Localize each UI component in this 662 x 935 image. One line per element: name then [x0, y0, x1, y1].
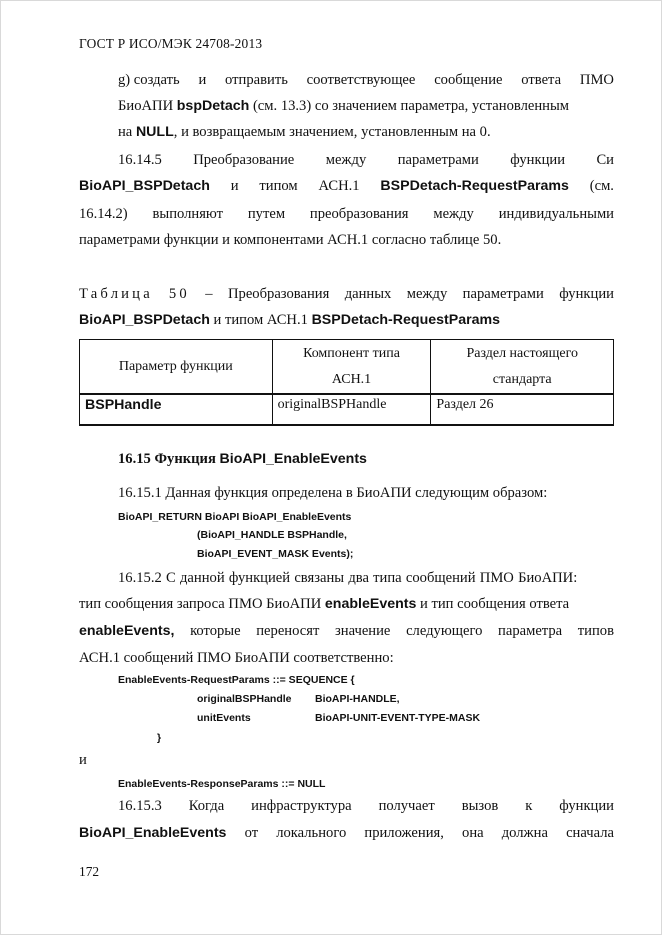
para-16-15-2-line-2: [79, 596, 569, 613]
text: и типом АСН.1: [209, 312, 312, 328]
word: АСН.1: [318, 178, 360, 194]
word: сообщение: [434, 72, 503, 88]
text: , и возвращаемым значением, установленным на 0.: [173, 124, 491, 140]
header-line: Компонент типа: [303, 345, 400, 361]
conjunction-and: и: [79, 752, 87, 768]
word: от: [244, 825, 259, 841]
word: между: [325, 152, 367, 168]
word: значение: [335, 623, 391, 639]
header-line: стандарта: [492, 371, 552, 387]
word: соответствующее: [306, 72, 416, 88]
para-16-14-5-line-1: [118, 152, 614, 169]
code-term: bspDetach: [176, 98, 250, 114]
code-line: originalBSPHandle: [197, 693, 292, 705]
col-header-component: [272, 340, 431, 395]
code-line: }: [157, 732, 162, 744]
word: которые: [190, 623, 241, 639]
table-word: Таблица: [79, 286, 153, 302]
word: функции: [559, 286, 614, 302]
word: типом: [259, 178, 298, 194]
code-line: (BioAPI_HANDLE BSPHandle,: [197, 529, 347, 541]
word: получает: [378, 798, 435, 814]
word: инфраструктура: [251, 798, 352, 814]
word: параметра: [498, 623, 563, 639]
code-term: BioAPI_BSPDetach: [79, 178, 210, 194]
cell-parameter: BSPHandle: [80, 394, 273, 425]
para-g-line-2: [118, 98, 569, 115]
code-term: BSPDetach-RequestParams: [380, 178, 569, 194]
para-16-15-1: 16.15.1 Данная функция определена в БиоАПИ следующим образом:: [118, 485, 548, 501]
word: отправить: [225, 72, 288, 88]
word: –: [205, 286, 213, 302]
code-line: EnableEvents-RequestParams ::= SEQUENCE {: [118, 674, 355, 686]
document-header: ГОСТ Р ИСО/МЭК 24708-2013: [79, 36, 263, 51]
word: вызов: [461, 798, 499, 814]
table-caption-line-2: [79, 312, 500, 329]
table-row: [80, 394, 614, 425]
text: БиоАПИ: [118, 98, 177, 114]
code-term: NULL: [135, 124, 174, 140]
cell-component: originalBSPHandle: [272, 394, 431, 425]
word: Преобразования: [227, 286, 330, 302]
word: параметрами: [462, 286, 544, 302]
para-16-14-5-line-2: [79, 178, 614, 195]
word: локального: [276, 825, 347, 841]
word: типов: [577, 623, 614, 639]
word: Когда: [188, 798, 225, 814]
text: тип сообщения запроса ПМО БиоАПИ: [79, 596, 325, 612]
clause-number: 16.15.3: [118, 798, 162, 814]
heading-text: 16.15 Функция: [118, 451, 220, 467]
para-16-15-2-line-1: 16.15.2 С данной функцией связаны два типа сообщений ПМО БиоАПИ:: [118, 570, 578, 586]
word: приложения,: [364, 825, 444, 841]
word: сначала: [566, 825, 614, 841]
word: и: [198, 72, 207, 88]
table-50: [79, 339, 614, 426]
word: путем: [247, 206, 286, 222]
para-16-14-5-line-3: [79, 206, 614, 223]
code-term: BioAPI_EnableEvents: [79, 825, 227, 841]
para-g-line-3: [118, 124, 491, 141]
cell-section: Раздел 26: [431, 394, 614, 425]
col-header-parameter: Параметр функции: [80, 340, 273, 395]
para-16-15-3-line-2: [79, 825, 614, 842]
table-header-row: [80, 340, 614, 395]
text: и тип сообщения ответа: [416, 596, 570, 612]
word: должна: [501, 825, 548, 841]
word: между: [433, 206, 474, 222]
word: функции: [559, 798, 614, 814]
code-line: BioAPI-HANDLE,: [315, 693, 400, 705]
text: (см. 13.3) со значением параметра, установленным: [249, 98, 569, 114]
code-line: BioAPI_RETURN BioAPI BioAPI_EnableEvents: [118, 511, 352, 523]
para-16-15-3-line-1: [118, 798, 614, 815]
text: на: [118, 124, 136, 140]
word: (см.: [589, 178, 614, 194]
code-term: BSPDetach-RequestParams: [311, 312, 501, 328]
word: данных: [344, 286, 392, 302]
word: ПМО: [579, 72, 614, 88]
code-line: BioAPI_EVENT_MASK Events);: [197, 548, 354, 560]
word: 16.14.2): [79, 206, 128, 222]
code-line: EnableEvents-ResponseParams ::= NULL: [118, 778, 326, 790]
word: выполняют: [152, 206, 224, 222]
word: индивидуальными: [498, 206, 614, 222]
word: Си: [596, 152, 614, 168]
word: переносят: [256, 623, 320, 639]
word: преобразования: [309, 206, 409, 222]
word: параметрами: [397, 152, 479, 168]
table-label: [79, 286, 190, 303]
word: следующего: [406, 623, 483, 639]
col-header-section: [431, 340, 614, 395]
code-line: BioAPI-UNIT-EVENT-TYPE-MASK: [315, 712, 481, 724]
section-heading-16-15: [118, 451, 367, 468]
table-number: 50: [168, 286, 190, 302]
word: к: [525, 798, 533, 814]
header-line: Раздел настоящего: [466, 345, 578, 361]
para-16-15-2-line-3: [79, 623, 614, 640]
word: ответа: [521, 72, 562, 88]
word: между: [406, 286, 448, 302]
word: и: [230, 178, 239, 194]
clause-number: 16.14.5: [118, 152, 162, 168]
code-term: BioAPI_EnableEvents: [219, 451, 367, 467]
word: функции: [510, 152, 566, 168]
code-term: BioAPI_BSPDetach: [79, 312, 210, 328]
word: Преобразование: [193, 152, 295, 168]
table-caption-line-1: [79, 286, 614, 303]
code-line: unitEvents: [197, 712, 251, 724]
page-number: 172: [79, 864, 100, 879]
header-line: АСН.1: [331, 371, 372, 387]
code-term: enableEvents: [324, 596, 417, 612]
word: g) создать: [118, 72, 180, 88]
para-g-line-1: [118, 72, 614, 89]
para-16-14-5-line-4: параметрами функции и компонентами АСН.1 согласно таблице 50.: [79, 232, 502, 248]
word: она: [462, 825, 484, 841]
code-term: enableEvents,: [79, 623, 175, 639]
para-16-15-2-line-4: АСН.1 сообщений ПМО БиоАПИ соответственно:: [79, 650, 394, 666]
